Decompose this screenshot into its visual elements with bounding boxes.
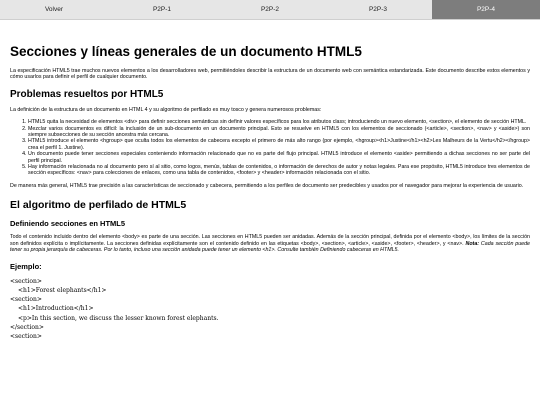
nav-p2p-1-link[interactable]: P2P-1 xyxy=(152,6,172,13)
article-content xyxy=(0,44,540,342)
nav-back-link[interactable]: Volver xyxy=(44,6,64,13)
algorithm-heading: El algoritmo de perfilado de HTML5 xyxy=(10,199,187,212)
problems-conclusion: De manera más general, HTML5 trae precisión a las características de seccionado y cabecera, permitiendo a los perfiles de documento ser predecibles y usados por el navegador para mejorar la experiencia de usuario. xyxy=(10,182,524,189)
sections-text: Todo el contenido incluido dentro del elemento <body> es parte de una sección. Las secciones en HTML5 pueden ser anidadas. Además de la sección principal, definida por el elemento <body>, los límites de la sección son definidos explícita o implícitamente. La secciones definidas explícitamente son el contenido definido en las etiquetas <body>, <section>, <article>, <aside>, <footer>, <header>, y <nav>. xyxy=(10,234,530,247)
nav-p2p-2-link[interactable]: P2P-2 xyxy=(260,6,280,13)
code-line: </section> xyxy=(10,323,44,331)
code-line: <h1>Introduction</h1> xyxy=(18,305,94,313)
list-item: 1. HTML5 quita la necesidad de elementos <div> para definir secciones semánticas sin definir valores específicos para los atributos class; introduciendo un nuevo elemento, <section>, el elemento de sección HTML. xyxy=(28,119,530,125)
list-item: 3. HTML5 introduce el elemento <hgroup> que oculta todos los elementos de cabecera excepto el primero de más alto rango (por ejemplo, <hgroup><h1>Justine</h1><h2>Les Malheurs de la Vertu</h2></hgroup> crea el perfil 1. Justine). xyxy=(28,138,530,151)
code-line: <p>In this section, we discuss the lesser known forest elephants. xyxy=(18,314,219,322)
example-heading: Ejemplo: xyxy=(10,261,42,271)
list-item: 4. Un documento puede tener secciones especiales conteniendo información relacionado que no es parte del flujo principal. HTML5 introduce el elemento <aside> permitiendo a dichas secciones no ser parte del perfil principal. xyxy=(28,151,530,164)
code-line: <section> xyxy=(10,333,42,341)
sections-subheading: Definiendo secciones en HTML5 xyxy=(10,219,126,229)
list-item: 2. Mezclar varios documentos es difícil: la inclusión de un sub-documento en un documento principal. Esto se resuelve en HTML5 con los elementos de seccionado (<article>, <section>, <nav> y <aside>) son siempre subsecciones de su sección ancestra más cercana. xyxy=(28,126,530,139)
note-text: Cada sección puede tener su propia jerarquía de cabeceras. Por lo tanto, incluso una sección anidada puede tener un elemento <h1>. Consulte también Definiendo cabeceras en HTML5. xyxy=(10,240,530,254)
code-line: <section> xyxy=(10,296,42,304)
problems-lead: La definición de la estructura de un documento en HTML 4 y su algoritmo de perfilado es muy tosco y genera numerosos problemas: xyxy=(10,106,322,113)
intro-paragraph: La especificación HTML5 trae muchos nuevos elementos a los desarrolladores web, permitiéndoles describir la estructura de un documento web con semántica estandarizada. Este documento describe estos elementos y cómo usarlos para definir el perfil de cualquier documento. xyxy=(10,68,530,81)
top-navigation xyxy=(0,0,540,20)
page-title: Secciones y líneas generales de un documento HTML5 xyxy=(10,44,362,59)
code-line: <h1>Forest elephants</h1> xyxy=(18,286,107,294)
nav-p2p-3-link[interactable]: P2P-3 xyxy=(368,6,388,13)
problems-list xyxy=(10,119,530,177)
problems-heading: Problemas resueltos por HTML5 xyxy=(10,88,164,100)
nav-p2p-4-link[interactable]: P2P-4 xyxy=(432,0,540,19)
list-item: 5. Hay información relacionada no al documento pero sí al sitio, como logos, menús, tablas de contenidos, o información de derechos de autor y notas legales. Para ese propósito, HTML5 introduce tres elementos de sección específicos: <nav> para colecciones de enlaces, como una tabla de contenidos, <footer> y <header> información relacionada con el sitio. xyxy=(28,164,530,177)
code-line: <section> xyxy=(10,277,42,285)
code-example xyxy=(10,277,530,342)
sections-paragraph xyxy=(10,234,530,253)
note-label: Nota: xyxy=(465,240,480,247)
